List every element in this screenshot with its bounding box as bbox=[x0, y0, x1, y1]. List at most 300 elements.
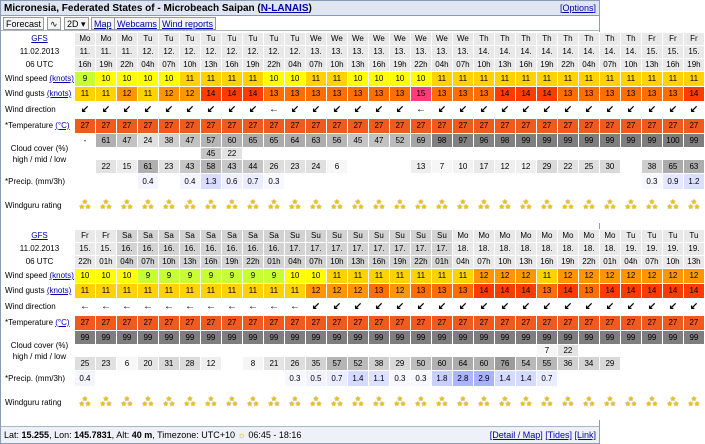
spot-name: Micronesia, Federated States of - Microbeach Saipan bbox=[4, 3, 255, 14]
hour-cell: 10h bbox=[620, 59, 641, 72]
temperature-cell: 27 bbox=[599, 316, 620, 331]
wind-gusts-label bbox=[3, 87, 75, 102]
cloud-mid-row bbox=[3, 148, 705, 160]
hour-cell: 13h bbox=[683, 256, 704, 269]
precip-cell bbox=[137, 371, 158, 387]
period-select[interactable]: 2D ▾ bbox=[64, 17, 89, 30]
cloud-mid-cell bbox=[347, 345, 368, 357]
cloud-low-cell: 6 bbox=[326, 160, 347, 174]
hour-cell: 19h bbox=[557, 256, 578, 269]
wind-arrow-icon bbox=[641, 102, 662, 119]
wind-arrow: ↙ bbox=[521, 301, 531, 312]
precip-cell bbox=[599, 174, 620, 190]
star-rating-icon: ★ ★★ bbox=[578, 387, 599, 420]
wind-arrow: ← bbox=[121, 301, 132, 312]
temperature-cell: 27 bbox=[515, 119, 536, 134]
date-cell: 12. bbox=[242, 46, 263, 59]
wind-arrow-icon bbox=[431, 299, 452, 316]
date-cell: 16. bbox=[179, 243, 200, 256]
wind-speed-cell: 11 bbox=[200, 72, 221, 87]
cloud-mid-cell bbox=[452, 345, 473, 357]
wind-arrow: ↙ bbox=[353, 301, 363, 312]
wind-arrow: ↙ bbox=[353, 104, 363, 115]
cloud-low-cell: 38 bbox=[368, 357, 389, 371]
date-cell: 18. bbox=[536, 243, 557, 256]
cloud-high-cell: 99 bbox=[599, 134, 620, 148]
wind-speed-cell: 11 bbox=[347, 269, 368, 284]
cloud-mid-cell bbox=[368, 148, 389, 160]
cloud-mid-cell: 22 bbox=[221, 148, 242, 160]
hour-cell: 22h bbox=[578, 256, 599, 269]
cloud-high-cell: 57 bbox=[200, 134, 221, 148]
precip-cell: 0.3 bbox=[389, 371, 410, 387]
day-cell: Su bbox=[389, 230, 410, 243]
cloud-mid-cell bbox=[200, 345, 221, 357]
precip-cell bbox=[326, 174, 347, 190]
star-rating-icon: ★ ★★ bbox=[683, 190, 704, 223]
cloud-high-cell: 99 bbox=[536, 331, 557, 345]
star-rating-icon: ★ ★★ bbox=[137, 387, 158, 420]
cloud-mid-cell bbox=[494, 345, 515, 357]
star-rating-icon: ★ ★★ bbox=[410, 387, 431, 420]
temperature-cell: 27 bbox=[74, 119, 95, 134]
cloud-mid-cell bbox=[137, 148, 158, 160]
temperature-row bbox=[3, 119, 705, 134]
wind-gusts-cell: 11 bbox=[158, 284, 179, 299]
wind-arrow: ↙ bbox=[521, 104, 531, 115]
wind-speed-cell: 11 bbox=[326, 72, 347, 87]
date-cell: 13. bbox=[326, 46, 347, 59]
wind-gusts-text: Wind gusts bbox=[5, 89, 45, 98]
hour-cell: 10h bbox=[326, 256, 347, 269]
forecast-table-1 bbox=[2, 32, 705, 223]
wind-arrow: ↙ bbox=[248, 104, 258, 115]
cloud-high-row bbox=[3, 134, 705, 148]
cloud-high-cell: 99 bbox=[494, 331, 515, 345]
model-utc: 06 UTC bbox=[3, 59, 75, 72]
map-link[interactable]: Map bbox=[91, 17, 115, 30]
celsius-link[interactable]: (°C) bbox=[55, 121, 70, 130]
wind-arrow-icon bbox=[515, 102, 536, 119]
cloud-low-cell: 29 bbox=[389, 357, 410, 371]
precip-cell bbox=[641, 371, 662, 387]
star-rating-icon: ★ ★★ bbox=[473, 387, 494, 420]
wind-arrow: ↙ bbox=[500, 301, 510, 312]
cloud-high-cell: 99 bbox=[620, 331, 641, 345]
wind-gusts-cell: 13 bbox=[263, 87, 284, 102]
forecast-tab[interactable]: Forecast bbox=[3, 17, 44, 30]
precip-cell bbox=[242, 371, 263, 387]
wind-arrow-icon bbox=[116, 102, 137, 119]
precip-text: *Precip. (mm/3h) bbox=[5, 176, 66, 186]
day-cell: Sa bbox=[158, 230, 179, 243]
star-rating-icon: ★ ★★ bbox=[452, 190, 473, 223]
wind-speed-cell: 12 bbox=[683, 269, 704, 284]
knots-link[interactable]: (knots) bbox=[46, 89, 72, 98]
date-cell: 17. bbox=[389, 243, 410, 256]
wind-gusts-row bbox=[3, 87, 705, 102]
wind-arrow: ↙ bbox=[500, 104, 510, 115]
wind-speed-cell: 11 bbox=[641, 72, 662, 87]
cloud-low-cell: 17 bbox=[473, 160, 494, 174]
wind-gusts-cell: 13 bbox=[578, 87, 599, 102]
temperature-cell: 27 bbox=[221, 119, 242, 134]
model-link-cell bbox=[3, 230, 75, 243]
cloud-mid-cell bbox=[263, 148, 284, 160]
model-link[interactable]: GFS bbox=[31, 231, 48, 240]
date-cell: 17. bbox=[410, 243, 431, 256]
temperature-text: *Temperature bbox=[5, 318, 54, 327]
wind-arrow: ← bbox=[415, 104, 426, 115]
chart-icon[interactable]: ∿ bbox=[47, 17, 61, 30]
wind-gusts-cell: 12 bbox=[158, 87, 179, 102]
wind-speed-cell: 10 bbox=[116, 72, 137, 87]
sun-icon: ☼ bbox=[237, 430, 246, 440]
day-cell: Sa bbox=[242, 230, 263, 243]
wind-arrow: ↙ bbox=[311, 104, 321, 115]
hour-cell: 01h bbox=[263, 256, 284, 269]
wind-gusts-cell: 14 bbox=[494, 87, 515, 102]
wind-arrow-icon bbox=[284, 299, 305, 316]
wind-arrow-icon bbox=[578, 102, 599, 119]
wind-arrow: ↙ bbox=[311, 301, 321, 312]
webcams-link[interactable]: Webcams bbox=[114, 17, 160, 30]
cloud-high-cell: 99 bbox=[137, 331, 158, 345]
link-link[interactable]: [Link] bbox=[574, 430, 596, 440]
precip-cell bbox=[662, 371, 683, 387]
cloud-low-cell: 22 bbox=[557, 160, 578, 174]
day-cell: Mo bbox=[452, 230, 473, 243]
day-cell: Su bbox=[284, 230, 305, 243]
temperature-cell: 27 bbox=[557, 119, 578, 134]
hour-cell: 07h bbox=[305, 256, 326, 269]
star-rating-icon: ★ ★★ bbox=[641, 387, 662, 420]
date-cell: 16. bbox=[200, 243, 221, 256]
precip-row bbox=[3, 371, 705, 387]
wind-gusts-cell: 11 bbox=[284, 284, 305, 299]
date-cell: 17. bbox=[368, 243, 389, 256]
star-rating-icon: ★ ★★ bbox=[620, 387, 641, 420]
wind-dir-row bbox=[3, 102, 705, 119]
temperature-cell: 27 bbox=[599, 119, 620, 134]
cloud-low-cell: 63 bbox=[683, 160, 704, 174]
cloud-high-cell: 99 bbox=[578, 134, 599, 148]
wind-arrow-icon bbox=[158, 102, 179, 119]
wind-speed-cell: 11 bbox=[557, 72, 578, 87]
wind-arrow: ↙ bbox=[290, 104, 300, 115]
temperature-cell: 27 bbox=[263, 316, 284, 331]
cloud-mid-cell: 45 bbox=[200, 148, 221, 160]
day-cell: Th bbox=[473, 33, 494, 46]
cloud-low-cell: 12 bbox=[200, 357, 221, 371]
cloud-mid-cell bbox=[578, 345, 599, 357]
day-cell: Fr bbox=[641, 33, 662, 46]
cloud-high-cell: 99 bbox=[641, 134, 662, 148]
precip-cell bbox=[95, 371, 116, 387]
star-rating-icon: ★ ★★ bbox=[578, 190, 599, 223]
hour-cell: 07h bbox=[137, 256, 158, 269]
wind-arrow: ↙ bbox=[227, 104, 237, 115]
precip-cell: 0.7 bbox=[326, 371, 347, 387]
hour-cell: 13h bbox=[494, 59, 515, 72]
wind-speed-cell: 9 bbox=[179, 269, 200, 284]
temperature-cell: 27 bbox=[368, 316, 389, 331]
temperature-cell: 27 bbox=[179, 316, 200, 331]
precip-cell: 0.4 bbox=[74, 371, 95, 387]
day-cell: Mo bbox=[494, 230, 515, 243]
star-rating-icon: ★ ★★ bbox=[221, 387, 242, 420]
precip-cell: 2.9 bbox=[473, 371, 494, 387]
wind-arrow: ← bbox=[163, 301, 174, 312]
date-cell: 16. bbox=[116, 243, 137, 256]
wind-gusts-cell: 14 bbox=[557, 284, 578, 299]
cloud-high-cell: 97 bbox=[452, 134, 473, 148]
wind-arrow-icon bbox=[494, 102, 515, 119]
date-cell: 18. bbox=[452, 243, 473, 256]
star-rating-icon: ★ ★★ bbox=[116, 190, 137, 223]
precip-cell: 1.3 bbox=[200, 174, 221, 190]
wind-arrow-icon bbox=[284, 102, 305, 119]
precip-cell bbox=[158, 371, 179, 387]
cloud-high-cell: 99 bbox=[578, 331, 599, 345]
cloud-sub-text: high / mid / low bbox=[12, 154, 67, 164]
celsius-link[interactable]: (°C) bbox=[55, 318, 70, 327]
wind-arrow: ↙ bbox=[542, 104, 552, 115]
temperature-cell: 27 bbox=[179, 119, 200, 134]
date-cell: 17. bbox=[305, 243, 326, 256]
hour-cell: 10h bbox=[494, 256, 515, 269]
star-rating-icon: ★ ★★ bbox=[347, 387, 368, 420]
day-cell: Sa bbox=[179, 230, 200, 243]
cloud-low-cell: 26 bbox=[263, 160, 284, 174]
day-cell: Fr bbox=[662, 33, 683, 46]
cloud-low-cell: 44 bbox=[242, 160, 263, 174]
date-cell: 19. bbox=[662, 243, 683, 256]
cloud-low-cell bbox=[347, 160, 368, 174]
temperature-label bbox=[3, 119, 75, 134]
hour-cell: 13h bbox=[347, 59, 368, 72]
star-rating-icon: ★ ★★ bbox=[368, 387, 389, 420]
wind-gusts-cell: 14 bbox=[515, 87, 536, 102]
knots-link[interactable]: (knots) bbox=[49, 74, 74, 83]
date-cell: 12. bbox=[200, 46, 221, 59]
cloud-low-cell: 60 bbox=[473, 357, 494, 371]
star-rating-icon: ★ ★★ bbox=[515, 387, 536, 420]
rating-row bbox=[3, 190, 705, 223]
precip-cell bbox=[620, 174, 641, 190]
precip-cell bbox=[452, 174, 473, 190]
detail-map-link[interactable]: [Detail / Map] bbox=[489, 430, 543, 440]
precip-cell bbox=[347, 174, 368, 190]
precip-cell: 0.3 bbox=[284, 371, 305, 387]
day-cell: Sa bbox=[137, 230, 158, 243]
wind-arrow-icon bbox=[536, 102, 557, 119]
wind-speed-cell: 10 bbox=[74, 269, 95, 284]
hour-cell: 07h bbox=[473, 256, 494, 269]
cloud-text: Cloud cover (%) bbox=[10, 340, 69, 350]
cloud-mid-cell bbox=[284, 345, 305, 357]
hour-cell: 13h bbox=[641, 59, 662, 72]
cloud-mid-cell bbox=[641, 345, 662, 357]
hour-cell: 10h bbox=[662, 256, 683, 269]
wind-arrow-icon bbox=[557, 299, 578, 316]
wind-arrow: ↙ bbox=[437, 301, 447, 312]
cloud-low-cell: 61 bbox=[137, 160, 158, 174]
cloud-high-cell: 99 bbox=[515, 134, 536, 148]
day-cell: Sa bbox=[200, 230, 221, 243]
cloud-low-cell: 25 bbox=[74, 357, 95, 371]
wind-gusts-cell: 12 bbox=[305, 284, 326, 299]
wind-speed-cell: 12 bbox=[641, 269, 662, 284]
wind-gusts-cell: 11 bbox=[200, 284, 221, 299]
star-rating-icon: ★ ★★ bbox=[326, 190, 347, 223]
wind-speed-cell: 12 bbox=[494, 269, 515, 284]
cloud-low-cell: 23 bbox=[95, 357, 116, 371]
title-bar bbox=[1, 1, 599, 16]
day-cell: Th bbox=[578, 33, 599, 46]
sunrise-sunset: 06:45 - 18:16 bbox=[248, 430, 302, 440]
temperature-cell: 27 bbox=[494, 119, 515, 134]
wind-arrow: ↙ bbox=[395, 301, 405, 312]
date-cell: 15. bbox=[74, 243, 95, 256]
wind-arrow: ← bbox=[268, 301, 279, 312]
knots-link[interactable]: (knots) bbox=[46, 286, 72, 295]
day-cell: We bbox=[389, 33, 410, 46]
model-link[interactable]: GFS bbox=[31, 34, 48, 43]
cloud-mid-cell bbox=[242, 148, 263, 160]
wind-speed-cell: 11 bbox=[494, 72, 515, 87]
precip-cell bbox=[431, 174, 452, 190]
cloud-low-cell: 12 bbox=[515, 160, 536, 174]
wind-arrow-icon bbox=[242, 102, 263, 119]
cloud-high-cell: 99 bbox=[683, 134, 704, 148]
altitude: 40 m bbox=[131, 430, 153, 440]
date-cell: 14. bbox=[536, 46, 557, 59]
wind-gusts-cell: 14 bbox=[662, 284, 683, 299]
cloud-low-cell: 12 bbox=[494, 160, 515, 174]
cloud-mid-cell bbox=[326, 345, 347, 357]
wind-gusts-cell: 12 bbox=[389, 284, 410, 299]
hour-cell: 22h bbox=[242, 256, 263, 269]
hour-cell: 07h bbox=[452, 59, 473, 72]
wind-arrow-icon bbox=[179, 299, 200, 316]
date-cell: 13. bbox=[389, 46, 410, 59]
wind-gusts-cell: 14 bbox=[641, 284, 662, 299]
precip-label bbox=[3, 371, 75, 387]
star-rating-icon: ★ ★★ bbox=[284, 387, 305, 420]
wind-gusts-cell: 13 bbox=[452, 87, 473, 102]
day-cell: Su bbox=[347, 230, 368, 243]
cloud-high-cell: 99 bbox=[347, 331, 368, 345]
temperature-cell: 27 bbox=[347, 316, 368, 331]
cloud-low-cell: 54 bbox=[515, 357, 536, 371]
tides-link[interactable]: [Tides] bbox=[545, 430, 572, 440]
cloud-mid-cell bbox=[620, 148, 641, 160]
cloud-text: Cloud cover (%) bbox=[10, 143, 69, 153]
cloud-low-cell: 23 bbox=[284, 160, 305, 174]
wind-arrow-icon bbox=[368, 102, 389, 119]
star-rating-icon: ★ ★★ bbox=[662, 190, 683, 223]
cloud-high-cell: 99 bbox=[599, 331, 620, 345]
wind-speed-cell: 10 bbox=[95, 72, 116, 87]
cloud-high-cell: 99 bbox=[263, 331, 284, 345]
spot-alias-link[interactable]: N-LANAIS bbox=[260, 3, 309, 14]
knots-link[interactable]: (knots) bbox=[49, 271, 74, 280]
wind-speed-cell: 12 bbox=[515, 269, 536, 284]
date-cell: 16. bbox=[263, 243, 284, 256]
temperature-cell: 27 bbox=[95, 119, 116, 134]
cloud-high-cell: 47 bbox=[179, 134, 200, 148]
cloud-low-cell: 8 bbox=[242, 357, 263, 371]
wind-speed-cell: 12 bbox=[578, 269, 599, 284]
precip-cell bbox=[536, 174, 557, 190]
wind-gusts-cell: 14 bbox=[494, 284, 515, 299]
cloud-mid-cell bbox=[95, 148, 116, 160]
cloud-mid-cell bbox=[74, 148, 95, 160]
day-row bbox=[3, 230, 705, 243]
precip-cell: 0.5 bbox=[305, 371, 326, 387]
wind-gusts-cell: 13 bbox=[452, 284, 473, 299]
wind-arrow: ↙ bbox=[647, 104, 657, 115]
wind-speed-cell: 11 bbox=[536, 269, 557, 284]
cloud-low-cell bbox=[641, 357, 662, 371]
wind-arrow-icon bbox=[95, 102, 116, 119]
day-cell: Th bbox=[494, 33, 515, 46]
cloud-mid-cell: 22 bbox=[557, 345, 578, 357]
options-link[interactable]: [Options] bbox=[559, 3, 596, 13]
wind-arrow: ← bbox=[184, 301, 195, 312]
cloud-mid-cell bbox=[368, 345, 389, 357]
cloud-high-cell: 52 bbox=[389, 134, 410, 148]
cloud-mid-cell bbox=[515, 345, 536, 357]
cloud-low-cell: 30 bbox=[599, 160, 620, 174]
wind-arrow: ↙ bbox=[626, 301, 636, 312]
wind-gusts-cell: 13 bbox=[389, 87, 410, 102]
star-rating-icon: ★ ★★ bbox=[620, 190, 641, 223]
cloud-high-cell: 56 bbox=[326, 134, 347, 148]
cloud-low-row bbox=[3, 160, 705, 174]
cloud-high-cell: 99 bbox=[158, 331, 179, 345]
wind-gusts-cell: 13 bbox=[326, 87, 347, 102]
star-rating-icon: ★ ★★ bbox=[536, 190, 557, 223]
cloud-high-cell: 61 bbox=[95, 134, 116, 148]
wind-arrow: ↙ bbox=[122, 104, 132, 115]
cloud-low-cell bbox=[221, 357, 242, 371]
wind-arrow-icon bbox=[305, 102, 326, 119]
wind-speed-cell: 11 bbox=[662, 72, 683, 87]
wind-arrow: ↙ bbox=[416, 301, 426, 312]
wind-speed-text: Wind speed bbox=[5, 271, 48, 280]
wind-arrow: ↙ bbox=[605, 301, 615, 312]
wind-arrow-icon bbox=[242, 299, 263, 316]
wind-speed-cell: 11 bbox=[452, 269, 473, 284]
wind-gusts-cell: 14 bbox=[620, 284, 641, 299]
day-cell: Th bbox=[599, 33, 620, 46]
temperature-cell: 27 bbox=[389, 119, 410, 134]
wind-reports-link[interactable]: Wind reports bbox=[159, 17, 216, 30]
hour-cell: 04h bbox=[620, 256, 641, 269]
hour-cell: 16h bbox=[515, 59, 536, 72]
cloud-low-cell bbox=[74, 160, 95, 174]
temperature-cell: 27 bbox=[557, 316, 578, 331]
date-cell: 13. bbox=[368, 46, 389, 59]
cloud-mid-cell bbox=[326, 148, 347, 160]
precip-cell: 1.2 bbox=[683, 174, 704, 190]
star-rating-icon: ★ ★★ bbox=[599, 190, 620, 223]
precip-cell: 1.1 bbox=[368, 371, 389, 387]
wind-arrow-icon bbox=[95, 299, 116, 316]
hour-row bbox=[3, 59, 705, 72]
